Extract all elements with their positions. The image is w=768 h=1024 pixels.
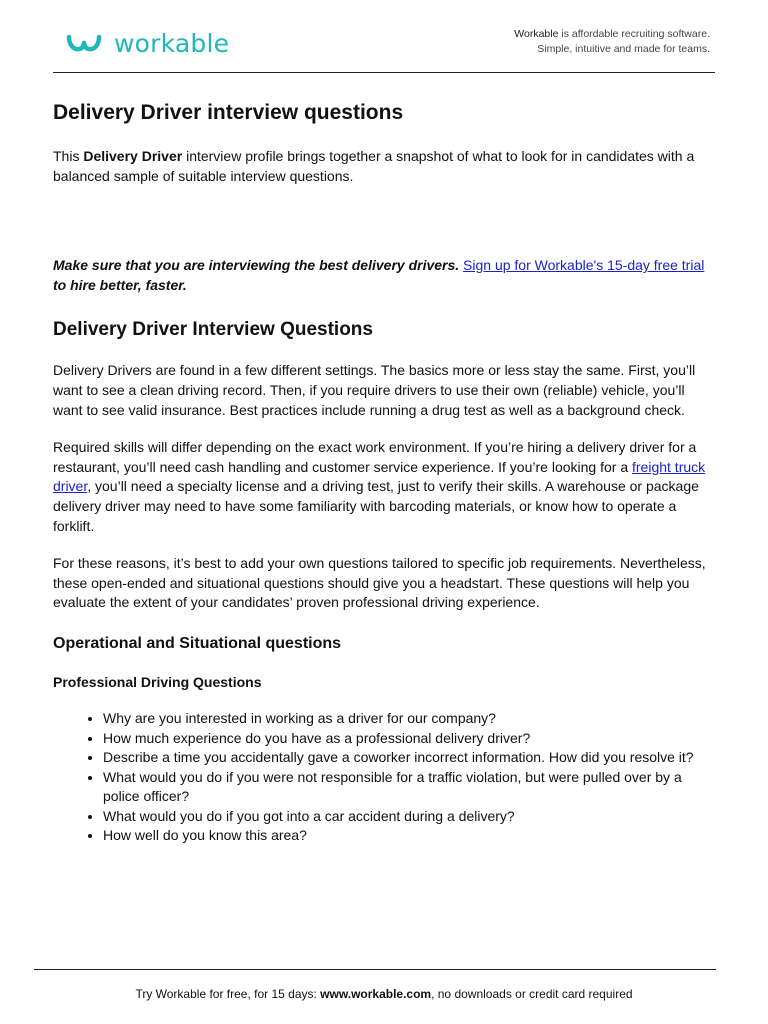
paragraph-skills-rest: , you’ll need a specialty license and a driving test, just to verify their skills. A warehouse or package delivery driver may need to have some familiarity with barcoding materials, or know how to operate a forklift. [53,478,699,534]
header-tagline [514,27,710,57]
intro-paragraph [53,147,718,186]
header-divider [53,72,715,73]
footer-lead: Try Workable for free, for 15 days: [135,987,321,1001]
cta-tail: to hire better, faster. [53,276,187,293]
paragraph-skills-lead: Required skills will differ depending on the exact work environment. If you’re hiring a delivery driver for a restaurant, you’ll need cash handling and customer service experience. If you’re looking for a [53,439,697,475]
tagline-brand: Workable [514,28,559,40]
workable-logo-icon [66,31,108,57]
subheading-operational: Operational and Situational questions [53,634,342,652]
paragraph-reasons: For these reasons, it’s best to add your own questions tailored to specific job requirements. Nevertheless, these open-ended and situational questions should give you a headstart. These questions will help you evaluate the extent of your candidates’ proven professional driving experience. [53,555,706,611]
subheading-professional-driving: Professional Driving Questions [53,673,262,690]
list-item: • What would you do if you were not responsible for a traffic violation, but were pulled over by a police officer? [103,768,718,807]
section-heading: Delivery Driver Interview Questions [53,319,373,341]
tagline-line1: is affordable recruiting software. [558,28,710,40]
page-footer [0,987,768,1001]
cta-lead: Make sure that you are interviewing the best delivery drivers. [53,257,464,274]
list-item: • What would you do if you got into a car accident during a delivery? [103,807,718,827]
footer-tail: , no downloads or credit card required [431,987,633,1001]
logo-wordmark: workable [114,29,230,58]
intro-rest: interview profile brings together a snapshot of what to look for in candidates with a balanced sample of suitable interview questions. [53,148,695,184]
paragraph-skills [53,438,718,536]
tagline-line2: Simple, intuitive and made for teams. [537,43,710,55]
paragraph-settings: Delivery Drivers are found in a few different settings. The basics more or less stay the same. First, you’ll want to see a clean driving record. Then, if you require drivers to use their own (reliable) vehicle, you’ll want to see valid insurance. Best practices include running a drug test as well as a background check. [53,362,696,418]
footer-divider [34,969,716,970]
workable-logo[interactable] [66,27,229,61]
list-item: • How much experience do you have as a professional delivery driver? [103,729,718,749]
list-item: • Why are you interested in working as a driver for our company? [103,709,718,729]
list-item: • Describe a time you accidentally gave a coworker incorrect information. How did you resolve it? [103,748,718,768]
questions-list [53,709,718,846]
free-trial-link[interactable]: Sign up for Workable's 15-day free trial [463,257,705,274]
freight-truck-driver-link[interactable]: freight truck driver [53,458,706,495]
footer-website-link[interactable]: www.workable.com [320,987,432,1001]
page-header [0,0,768,74]
document-body [53,98,718,846]
page-title: Delivery Driver interview questions [53,101,404,124]
cta-paragraph [53,256,718,295]
intro-lead: This [53,148,84,164]
list-item: • How well do you know this area? [103,826,718,846]
intro-bold: Delivery Driver [83,148,183,164]
